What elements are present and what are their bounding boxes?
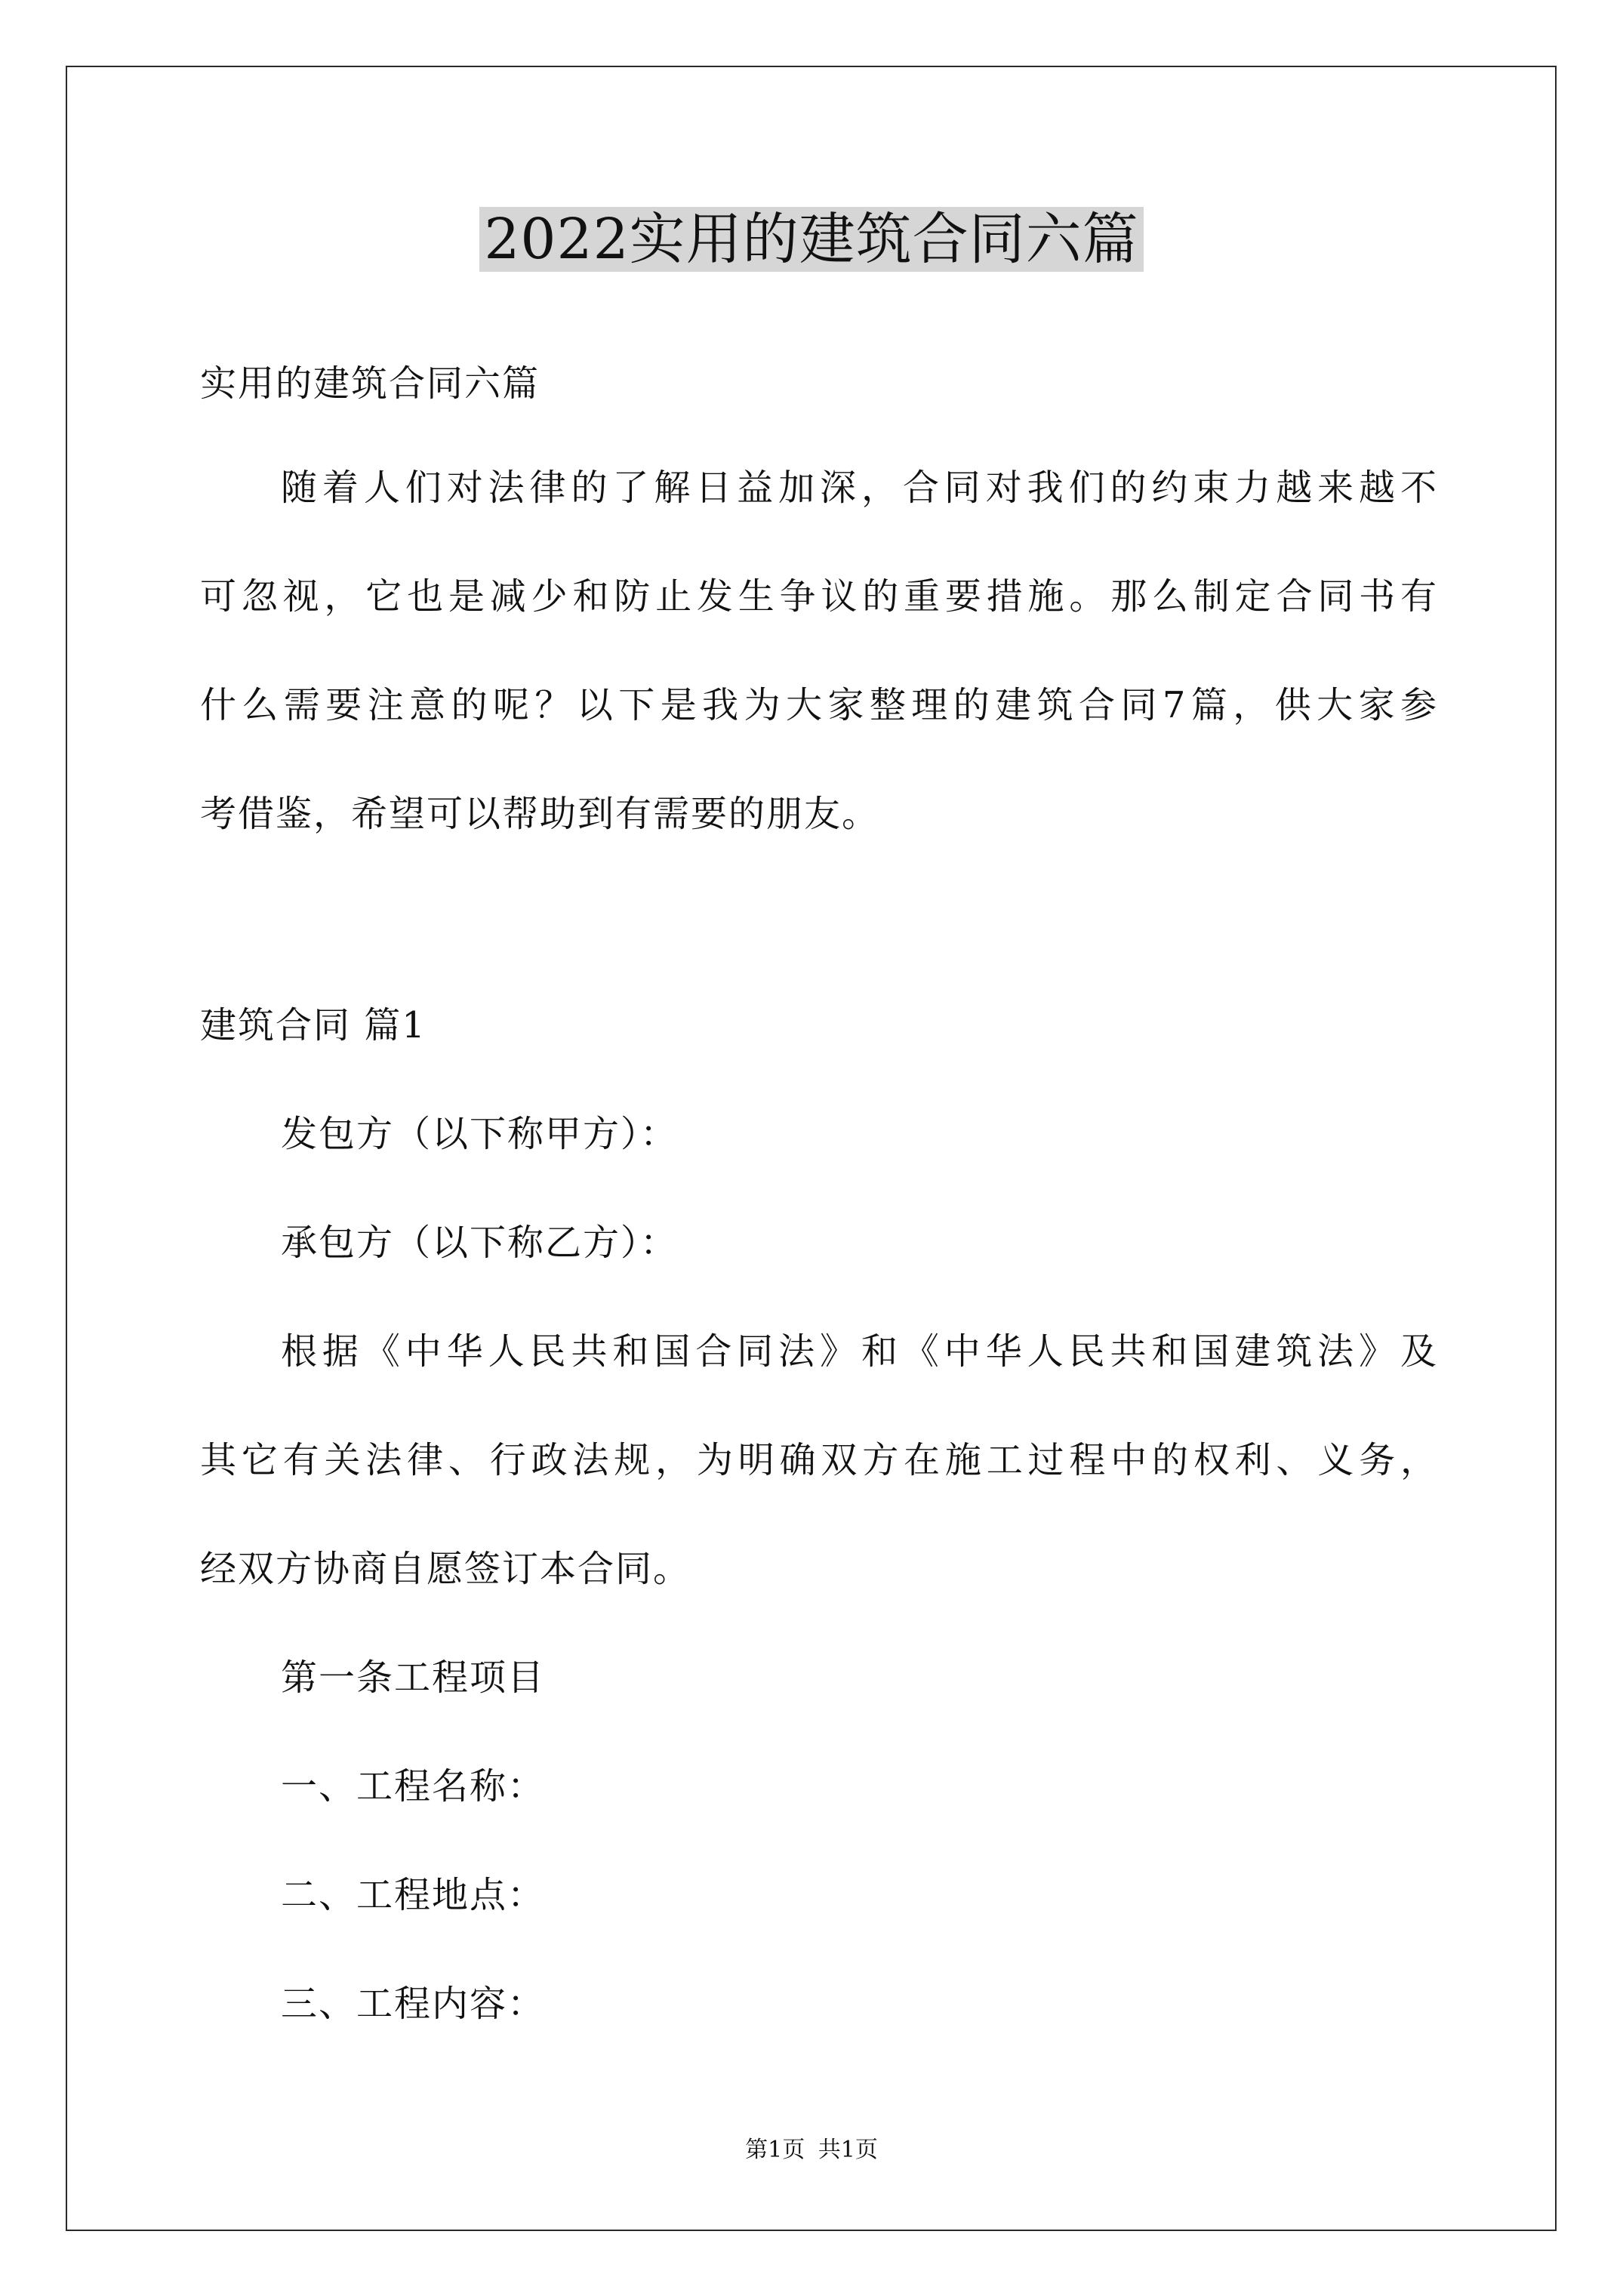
document-title-text: 2022实用的建筑合同六篇 [479, 207, 1143, 272]
basis-line-2: 其它有关法律、行政法规，为明确双方在施工过程中的权利、义务， [200, 1439, 1438, 1481]
intro-line-4: 考借鉴，希望可以帮助到有需要的朋友。 [200, 793, 880, 835]
intro-line-3: 什么需要注意的呢？以下是我为大家整理的建筑合同7篇，供大家参 [200, 684, 1438, 726]
document-subtitle: 实用的建筑合同六篇 [200, 362, 540, 405]
item-project-content: 三、工程内容： [281, 1983, 546, 2025]
section-heading: 建筑合同 篇1 [200, 1004, 427, 1046]
document-title [0, 198, 1623, 281]
basis-line-1: 根据《中华人民共和国合同法》和《中华人民共和国建筑法》及 [281, 1330, 1438, 1373]
item-project-location: 二、工程地点： [281, 1874, 546, 1916]
page-footer: 第1页 共1页 [745, 2137, 878, 2163]
party-a-line: 发包方（以下称甲方）： [281, 1113, 679, 1155]
item-project-name: 一、工程名称： [281, 1765, 546, 1808]
intro-line-1: 随着人们对法律的了解日益加深，合同对我们的约束力越来越不 [281, 467, 1438, 509]
basis-line-3: 经双方协商自愿签订本合同。 [200, 1548, 691, 1590]
party-b-line: 承包方（以下称乙方）： [281, 1222, 679, 1264]
article-1-heading: 第一条工程项目 [281, 1657, 546, 1699]
intro-line-2: 可忽视，它也是减少和防止发生争议的重要措施。那么制定合同书有 [200, 575, 1438, 618]
